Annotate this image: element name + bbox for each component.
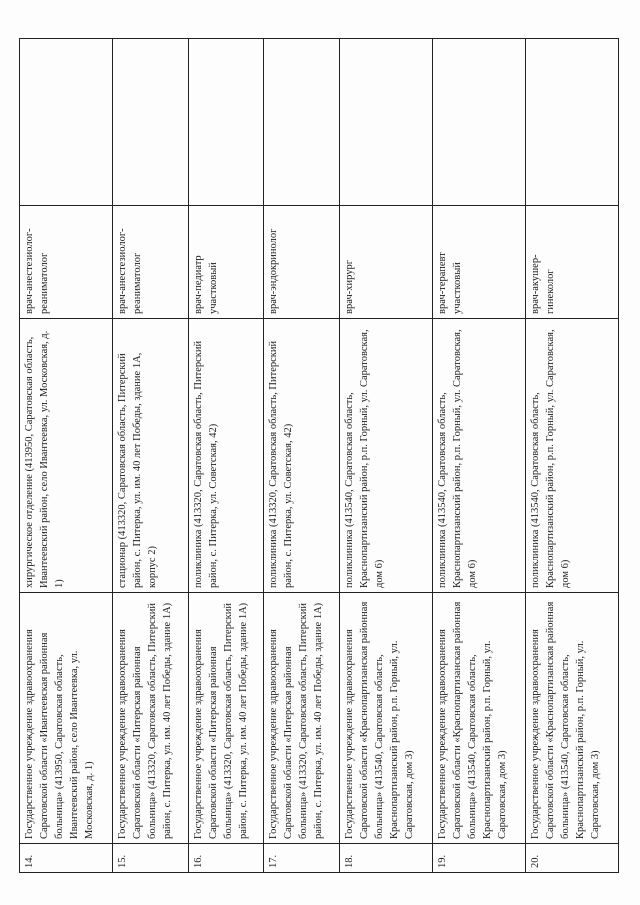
empty-cell [188,39,264,206]
position-cell: врач-анестезиолог-реаниматолог [20,206,113,319]
vacancy-table [19,38,619,873]
empty-cell [20,39,113,206]
address-cell: поликлиника (413540, Саратовская область, Краснопартизанский район, р.п. Горный, ул. Саратовская, дом 6) [525,319,618,593]
table-row [264,39,340,873]
organization-cell: Государственное учреждение здравоохранения Саратовской области «Краснопартизанская районная больница» (413540, Саратовская область, Краснопартизанский район, р.п. Горный, ул. Саратовская, дом 3) [432,593,525,844]
row-number: 20. [525,844,618,873]
table-row [339,39,432,873]
address-cell: стационар (413320, Саратовская область, Питерский район, с. Питерка, ул. им. 40 лет Победы, здание 1А, корпус 2) [113,319,189,593]
empty-cell [525,39,618,206]
empty-cell [113,39,189,206]
organization-cell: Государственное учреждение здравоохранения Саратовской области «Питерская районная больница» (413320, Саратовская область, Питерский район, с. Питерка, ул. им. 40 лет Победы, здание 1А) [113,593,189,844]
organization-cell: Государственное учреждение здравоохранения Саратовской области «Питерская районная больница» (413320, Саратовская область, Питерский район, с. Питерка, ул. им. 40 лет Победы, здание 1А) [264,593,340,844]
position-cell: врач-анестезиолог-реаниматолог [113,206,189,319]
position-cell: врач-хирург [339,206,432,319]
empty-cell [264,39,340,206]
position-cell: врач-эндокринолог [264,206,340,319]
table-row [432,39,525,873]
address-cell: поликлиника (413540, Саратовская область, Краснопартизанский район, р.п. Горный, ул. Саратовская, дом 6) [432,319,525,593]
position-cell: врач-терапевт участковый [432,206,525,319]
table-row [525,39,618,873]
empty-cell [339,39,432,206]
row-number: 15. [113,844,189,873]
rotated-table-container [19,38,619,873]
organization-cell: Государственное учреждение здравоохранения Саратовской области «Ивантеевская районная больница» (413950, Саратовская область, Ивантеевский район, село Ивантеевка, ул. Московская, д. 1) [20,593,113,844]
position-cell: врач-акушер-гинеколог [525,206,618,319]
table-row [113,39,189,873]
row-number: 14. [20,844,113,873]
row-number: 16. [188,844,264,873]
organization-cell: Государственное учреждение здравоохранения Саратовской области «Краснопартизанская районная больница» (413540, Саратовская область, Краснопартизанский район, р.п. Горный, ул. Саратовская, дом 3) [339,593,432,844]
organization-cell: Государственное учреждение здравоохранения Саратовской области «Питерская районная больница» (413320, Саратовская область, Питерский район, с. Питерка, ул. им. 40 лет Победы, здание 1А) [188,593,264,844]
organization-cell: Государственное учреждение здравоохранения Саратовской области «Краснопартизанская районная больница» (413540, Саратовская область, Краснопартизанский район, р.п. Горный, ул. Саратовская, дом 3) [525,593,618,844]
row-number: 18. [339,844,432,873]
table-row [20,39,113,873]
empty-cell [432,39,525,206]
address-cell: поликлиника (413320, Саратовская область, Питерский район, с. Питерка, ул. Советская, 42) [264,319,340,593]
position-cell: врач-педиатр участковый [188,206,264,319]
row-number: 17. [264,844,340,873]
address-cell: хирургическое отделение (413950, Саратовская область, Ивантеевский район, село Ивантеевка, ул. Московская, д. 1) [20,319,113,593]
address-cell: поликлиника (413320, Саратовская область, Питерский район, с. Питерка, ул. Советская, 42) [188,319,264,593]
address-cell: поликлиника (413540, Саратовская область, Краснопартизанский район, р.п. Горный, ул. Саратовская, дом 6) [339,319,432,593]
row-number: 19. [432,844,525,873]
table-row [188,39,264,873]
